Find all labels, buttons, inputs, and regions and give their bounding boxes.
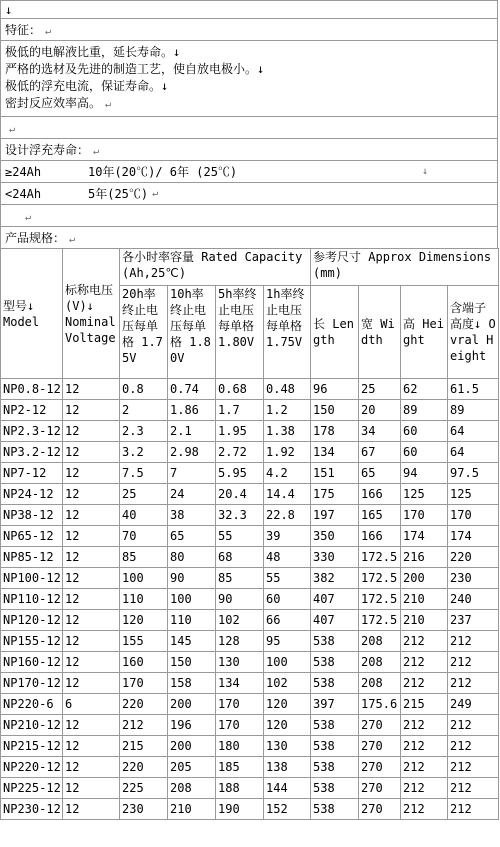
table-cell: 212 (448, 652, 499, 673)
table-cell: 68 (216, 547, 264, 568)
table-cell: NP210-12 (1, 715, 63, 736)
table-cell: 270 (359, 757, 401, 778)
table-cell: 55 (216, 526, 264, 547)
table-cell: 102 (264, 673, 311, 694)
table-cell: 12 (63, 715, 120, 736)
table-cell: 220 (448, 547, 499, 568)
table-cell: 0.68 (216, 379, 264, 400)
table-row (1, 715, 499, 736)
table-cell: 212 (401, 757, 448, 778)
table-cell: 96 (311, 379, 359, 400)
table-cell: 407 (311, 610, 359, 631)
table-cell: 538 (311, 673, 359, 694)
table-cell: 212 (448, 715, 499, 736)
table-cell: NP100-12 (1, 568, 63, 589)
table-cell: 220 (120, 694, 168, 715)
table-cell: 158 (168, 673, 216, 694)
table-cell: NP24-12 (1, 484, 63, 505)
table-cell: 170 (401, 505, 448, 526)
table-cell: 2.1 (168, 421, 216, 442)
table-cell: 212 (448, 778, 499, 799)
features-list (0, 40, 498, 116)
table-cell: 90 (216, 589, 264, 610)
life-value: 10年(20℃)/ 6年 (25℃) (88, 165, 238, 179)
table-cell: 2.98 (168, 442, 216, 463)
table-cell: 67 (359, 442, 401, 463)
table-cell: 174 (448, 526, 499, 547)
table-cell: NP220-6 (1, 694, 63, 715)
table-cell: 89 (448, 400, 499, 421)
table-cell: 538 (311, 715, 359, 736)
table-cell: 166 (359, 526, 401, 547)
table-row (1, 484, 499, 505)
table-cell: NP65-12 (1, 526, 63, 547)
table-cell: 155 (120, 631, 168, 652)
table-cell: 64 (448, 421, 499, 442)
table-cell: 12 (63, 610, 120, 631)
table-cell: 12 (63, 799, 120, 820)
table-cell: 97.5 (448, 463, 499, 484)
table-cell: 150 (311, 400, 359, 421)
header-length: 长 Length (311, 286, 359, 379)
table-cell: NP2-12 (1, 400, 63, 421)
table-cell: 237 (448, 610, 499, 631)
intro-mark: ↓ (5, 3, 13, 17)
table-row (1, 736, 499, 757)
table-cell: 210 (401, 589, 448, 610)
table-cell: 120 (120, 610, 168, 631)
table-cell: 64 (448, 442, 499, 463)
table-row (1, 631, 499, 652)
table-cell: 12 (63, 526, 120, 547)
table-cell: 212 (401, 715, 448, 736)
table-cell: 152 (264, 799, 311, 820)
table-cell: 110 (168, 610, 216, 631)
table-cell: 1.92 (264, 442, 311, 463)
table-cell: 39 (264, 526, 311, 547)
table-cell: 172.5 (359, 547, 401, 568)
table-cell: 12 (63, 421, 120, 442)
table-cell: 12 (63, 442, 120, 463)
table-cell: 1.38 (264, 421, 311, 442)
table-cell: 212 (401, 736, 448, 757)
specs-title-line: 产品规格： ↵ (0, 226, 498, 248)
table-cell: 2.3 (120, 421, 168, 442)
table-cell: 138 (264, 757, 311, 778)
table-cell: 190 (216, 799, 264, 820)
table-cell: 20.4 (216, 484, 264, 505)
table-cell: 208 (168, 778, 216, 799)
table-cell: 212 (401, 631, 448, 652)
table-cell: 382 (311, 568, 359, 589)
specs-title: 产品规格： (5, 231, 66, 245)
features-title-line: 特征： ↵ (0, 18, 498, 40)
life-range: <24Ah (5, 187, 42, 201)
table-cell: 350 (311, 526, 359, 547)
table-cell: 130 (216, 652, 264, 673)
table-row (1, 547, 499, 568)
header-model: 型号↓ Model (1, 249, 63, 379)
table-cell: 170 (120, 673, 168, 694)
table-cell: 150 (168, 652, 216, 673)
table-cell: 212 (401, 673, 448, 694)
table-cell: NP7-12 (1, 463, 63, 484)
table-cell: NP230-12 (1, 799, 63, 820)
table-cell: 205 (168, 757, 216, 778)
table-cell: 208 (359, 631, 401, 652)
feature-item: 严格的选材及先进的制造工艺，使自放电极小。↓ (5, 62, 265, 76)
table-cell: 180 (216, 736, 264, 757)
table-row (1, 589, 499, 610)
table-cell: 100 (120, 568, 168, 589)
table-cell: 208 (359, 673, 401, 694)
table-cell: 185 (216, 757, 264, 778)
table-cell: 120 (264, 715, 311, 736)
table-cell: 212 (401, 799, 448, 820)
table-cell: 225 (120, 778, 168, 799)
table-row (1, 526, 499, 547)
table-cell: 102 (216, 610, 264, 631)
table-cell: 12 (63, 673, 120, 694)
table-cell: 200 (168, 736, 216, 757)
table-cell: 25 (120, 484, 168, 505)
table-cell: 40 (120, 505, 168, 526)
table-cell: 538 (311, 799, 359, 820)
table-cell: 230 (120, 799, 168, 820)
table-cell: 538 (311, 652, 359, 673)
table-cell: 3.2 (120, 442, 168, 463)
table-cell: 170 (216, 694, 264, 715)
table-cell: 134 (216, 673, 264, 694)
header-capacity-group: 各小时率容量 Rated Capacity(Ah,25℃) (120, 249, 311, 286)
table-cell: 1.95 (216, 421, 264, 442)
table-cell: 125 (401, 484, 448, 505)
table-cell: 12 (63, 652, 120, 673)
table-cell: 12 (63, 379, 120, 400)
table-cell: 212 (448, 799, 499, 820)
table-cell: 85 (120, 547, 168, 568)
table-cell: 6 (63, 694, 120, 715)
table-row (1, 400, 499, 421)
table-cell: 270 (359, 778, 401, 799)
table-cell: 538 (311, 736, 359, 757)
table-row (1, 778, 499, 799)
table-cell: 5.95 (216, 463, 264, 484)
table-cell: 2 (120, 400, 168, 421)
table-cell: 212 (401, 652, 448, 673)
table-cell: 196 (168, 715, 216, 736)
table-cell: 130 (264, 736, 311, 757)
table-cell: 90 (168, 568, 216, 589)
table-cell: 170 (448, 505, 499, 526)
table-cell: 70 (120, 526, 168, 547)
table-row (1, 505, 499, 526)
table-cell: NP110-12 (1, 589, 63, 610)
feature-item: 密封反应效率高。 ↵ (5, 96, 112, 110)
table-cell: NP38-12 (1, 505, 63, 526)
table-cell: NP3.2-12 (1, 442, 63, 463)
header-20h: 20h率终止电压每单格 1.75V (120, 286, 168, 379)
table-cell: 174 (401, 526, 448, 547)
table-cell: NP215-12 (1, 736, 63, 757)
table-cell: 200 (401, 568, 448, 589)
intro-mark-line (0, 0, 498, 18)
features-title: 特征： (5, 23, 42, 37)
table-cell: 38 (168, 505, 216, 526)
table-cell: 12 (63, 757, 120, 778)
table-cell: 1.2 (264, 400, 311, 421)
table-cell: 60 (401, 442, 448, 463)
spec-rows (1, 379, 499, 820)
table-cell: 2.72 (216, 442, 264, 463)
table-cell: 61.5 (448, 379, 499, 400)
table-cell: NP170-12 (1, 673, 63, 694)
table-cell: 25 (359, 379, 401, 400)
table-cell: 95 (264, 631, 311, 652)
table-cell: 65 (359, 463, 401, 484)
table-cell: 215 (401, 694, 448, 715)
table-cell: 215 (120, 736, 168, 757)
table-cell: 212 (448, 631, 499, 652)
table-cell: NP0.8-12 (1, 379, 63, 400)
table-cell: 12 (63, 463, 120, 484)
table-cell: 165 (359, 505, 401, 526)
life-range: ≥24Ah (5, 165, 42, 179)
table-row (1, 442, 499, 463)
table-cell: 55 (264, 568, 311, 589)
table-cell: 66 (264, 610, 311, 631)
table-cell: 0.48 (264, 379, 311, 400)
table-cell: 20 (359, 400, 401, 421)
header-overall-height: 含端子高度↓ Ovral Height (448, 286, 499, 379)
table-cell: 407 (311, 589, 359, 610)
table-cell: 210 (401, 610, 448, 631)
table-cell: 172.5 (359, 610, 401, 631)
table-cell: 230 (448, 568, 499, 589)
life-row: ≥24Ah 10年(20℃)/ 6年 (25℃) ↓ (0, 160, 498, 182)
table-cell: 538 (311, 778, 359, 799)
spacer-line: ↵ (0, 116, 498, 138)
table-cell: 1.7 (216, 400, 264, 421)
life-row: <24Ah 5年(25℃) ↵ (0, 182, 498, 204)
table-cell: 65 (168, 526, 216, 547)
table-cell: 166 (359, 484, 401, 505)
table-cell: 200 (168, 694, 216, 715)
table-row (1, 463, 499, 484)
life-title: 设计浮充寿命： (5, 143, 90, 157)
table-cell: NP160-12 (1, 652, 63, 673)
table-cell: 330 (311, 547, 359, 568)
table-cell: NP2.3-12 (1, 421, 63, 442)
life-value: 5年(25℃) (88, 187, 149, 201)
table-cell: NP220-12 (1, 757, 63, 778)
table-cell: 125 (448, 484, 499, 505)
spec-table (0, 248, 499, 820)
table-cell: 212 (448, 757, 499, 778)
table-cell: 7 (168, 463, 216, 484)
header-width: 宽 Width (359, 286, 401, 379)
table-cell: 12 (63, 484, 120, 505)
table-row (1, 694, 499, 715)
table-cell: 32.3 (216, 505, 264, 526)
table-cell: 216 (401, 547, 448, 568)
table-cell: 172.5 (359, 568, 401, 589)
table-cell: 12 (63, 631, 120, 652)
table-cell: 212 (401, 778, 448, 799)
table-cell: 12 (63, 589, 120, 610)
table-cell: 175 (311, 484, 359, 505)
table-cell: 62 (401, 379, 448, 400)
table-cell: 34 (359, 421, 401, 442)
table-cell: 128 (216, 631, 264, 652)
table-cell: 12 (63, 400, 120, 421)
table-cell: 212 (120, 715, 168, 736)
table-cell: 178 (311, 421, 359, 442)
header-5h: 5h率终止电压每单格 1.80V (216, 286, 264, 379)
table-cell: 4.2 (264, 463, 311, 484)
feature-item: 极低的电解液比重，延长寿命。↓ (5, 45, 181, 59)
table-cell: 212 (448, 673, 499, 694)
table-cell: NP85-12 (1, 547, 63, 568)
table-cell: 12 (63, 736, 120, 757)
table-row (1, 652, 499, 673)
table-row (1, 757, 499, 778)
table-cell: 12 (63, 778, 120, 799)
table-cell: 89 (401, 400, 448, 421)
table-row (1, 568, 499, 589)
table-cell: 94 (401, 463, 448, 484)
table-cell: 170 (216, 715, 264, 736)
table-cell: 14.4 (264, 484, 311, 505)
spacer-line: ↵ (0, 204, 498, 226)
table-cell: 240 (448, 589, 499, 610)
table-cell: 172.5 (359, 589, 401, 610)
table-cell: 60 (264, 589, 311, 610)
table-cell: 1.86 (168, 400, 216, 421)
table-cell: NP225-12 (1, 778, 63, 799)
table-cell: 7.5 (120, 463, 168, 484)
feature-item: 极低的浮充电流，保证寿命。↓ (5, 79, 169, 93)
table-cell: 270 (359, 799, 401, 820)
table-cell: 48 (264, 547, 311, 568)
header-height: 高 Height (401, 286, 448, 379)
table-cell: 249 (448, 694, 499, 715)
table-cell: 134 (311, 442, 359, 463)
table-cell: 145 (168, 631, 216, 652)
table-cell: 538 (311, 631, 359, 652)
table-cell: 210 (168, 799, 216, 820)
table-cell: 270 (359, 736, 401, 757)
table-cell: 22.8 (264, 505, 311, 526)
table-cell: 160 (120, 652, 168, 673)
table-cell: 0.8 (120, 379, 168, 400)
table-row (1, 673, 499, 694)
table-cell: 208 (359, 652, 401, 673)
table-cell: 12 (63, 547, 120, 568)
table-cell: 24 (168, 484, 216, 505)
table-cell: 85 (216, 568, 264, 589)
table-cell: 538 (311, 757, 359, 778)
table-cell: 175.6 (359, 694, 401, 715)
table-cell: 270 (359, 715, 401, 736)
table-cell: 144 (264, 778, 311, 799)
header-dimensions-group: 参考尺寸 Approx Dimensions(mm) (311, 249, 499, 286)
table-cell: 212 (448, 736, 499, 757)
table-row (1, 379, 499, 400)
table-cell: NP120-12 (1, 610, 63, 631)
table-cell: 12 (63, 505, 120, 526)
header-10h: 10h率终止电压每单格 1.80V (168, 286, 216, 379)
table-cell: 110 (120, 589, 168, 610)
table-cell: 0.74 (168, 379, 216, 400)
table-cell: 188 (216, 778, 264, 799)
table-cell: 100 (168, 589, 216, 610)
table-cell: 120 (264, 694, 311, 715)
header-1h: 1h率终止电压每单格 1.75V (264, 286, 311, 379)
table-cell: 220 (120, 757, 168, 778)
life-title-line: 设计浮充寿命： ↵ (0, 138, 498, 160)
table-row (1, 799, 499, 820)
table-row (1, 421, 499, 442)
table-cell: 100 (264, 652, 311, 673)
table-cell: 151 (311, 463, 359, 484)
table-cell: NP155-12 (1, 631, 63, 652)
table-cell: 12 (63, 568, 120, 589)
table-cell: 60 (401, 421, 448, 442)
table-cell: 197 (311, 505, 359, 526)
table-cell: 80 (168, 547, 216, 568)
table-cell: 397 (311, 694, 359, 715)
table-row (1, 610, 499, 631)
header-voltage: 标称电压(V)↓ Nominal Voltage (63, 249, 120, 379)
